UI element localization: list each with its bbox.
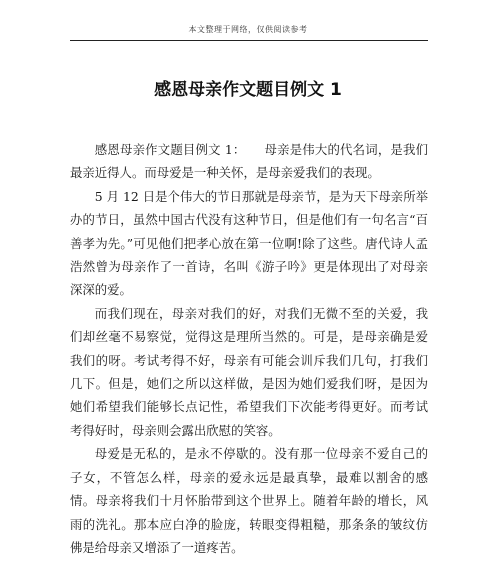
paragraph: 5 月 12 日是个伟大的节日那就是母亲节，是为天下母亲所举办的节日，虽然中国古代没有这种节日，但是他们有一句名言“百善孝为先。”可见他们把孝心放在第一位啊!除了这些。唐代诗人孟浩然曾为母亲作了一首诗，名叫《游子吟》更是体现出了对母亲深深的爱。 — [70, 188, 428, 298]
paragraph: 母爱是无私的，是永不停歇的。没有那一位母亲不爱自己的子女，不管怎么样，母亲的爱永远是最真挚，最难以割舍的感情。母亲将我们十月怀胎带到这个世界上。随着年龄的增长，风雨的洗礼。那本应白净的脸庞，转眼变得粗糙，那条条的皱纹仿佛是给母亲又增添了一道疼苦。 — [70, 446, 428, 555]
document-title: 感恩母亲作文题目例文 1 — [154, 80, 342, 100]
header-note: 本文整理于网络，仅供阅读参考 — [188, 25, 308, 34]
paragraph: 而我们现在，母亲对我们的好，对我们无微不至的关爱，我们却丝毫不易察觉，觉得这是理所当然的。可是，是母亲确是爱我们的呀。考试考得不好，母亲有可能会训斥我们几句，打我们几下。但是，她们之所以这样做，是因为她们爱我们呀，是因为她们希望我们能够长点记性，希望我们下次能考得更好。而考试考得好时，母亲则会露出欣慰的笑容。 — [70, 305, 428, 438]
paragraph: 感恩母亲作文题目例文 1： 母亲是伟大的代名词，是我们最亲近得人。而母爱是一种关怀，是母亲爱我们的表现。 — [70, 142, 428, 181]
header-divider — [70, 40, 428, 41]
document-body — [70, 138, 428, 559]
